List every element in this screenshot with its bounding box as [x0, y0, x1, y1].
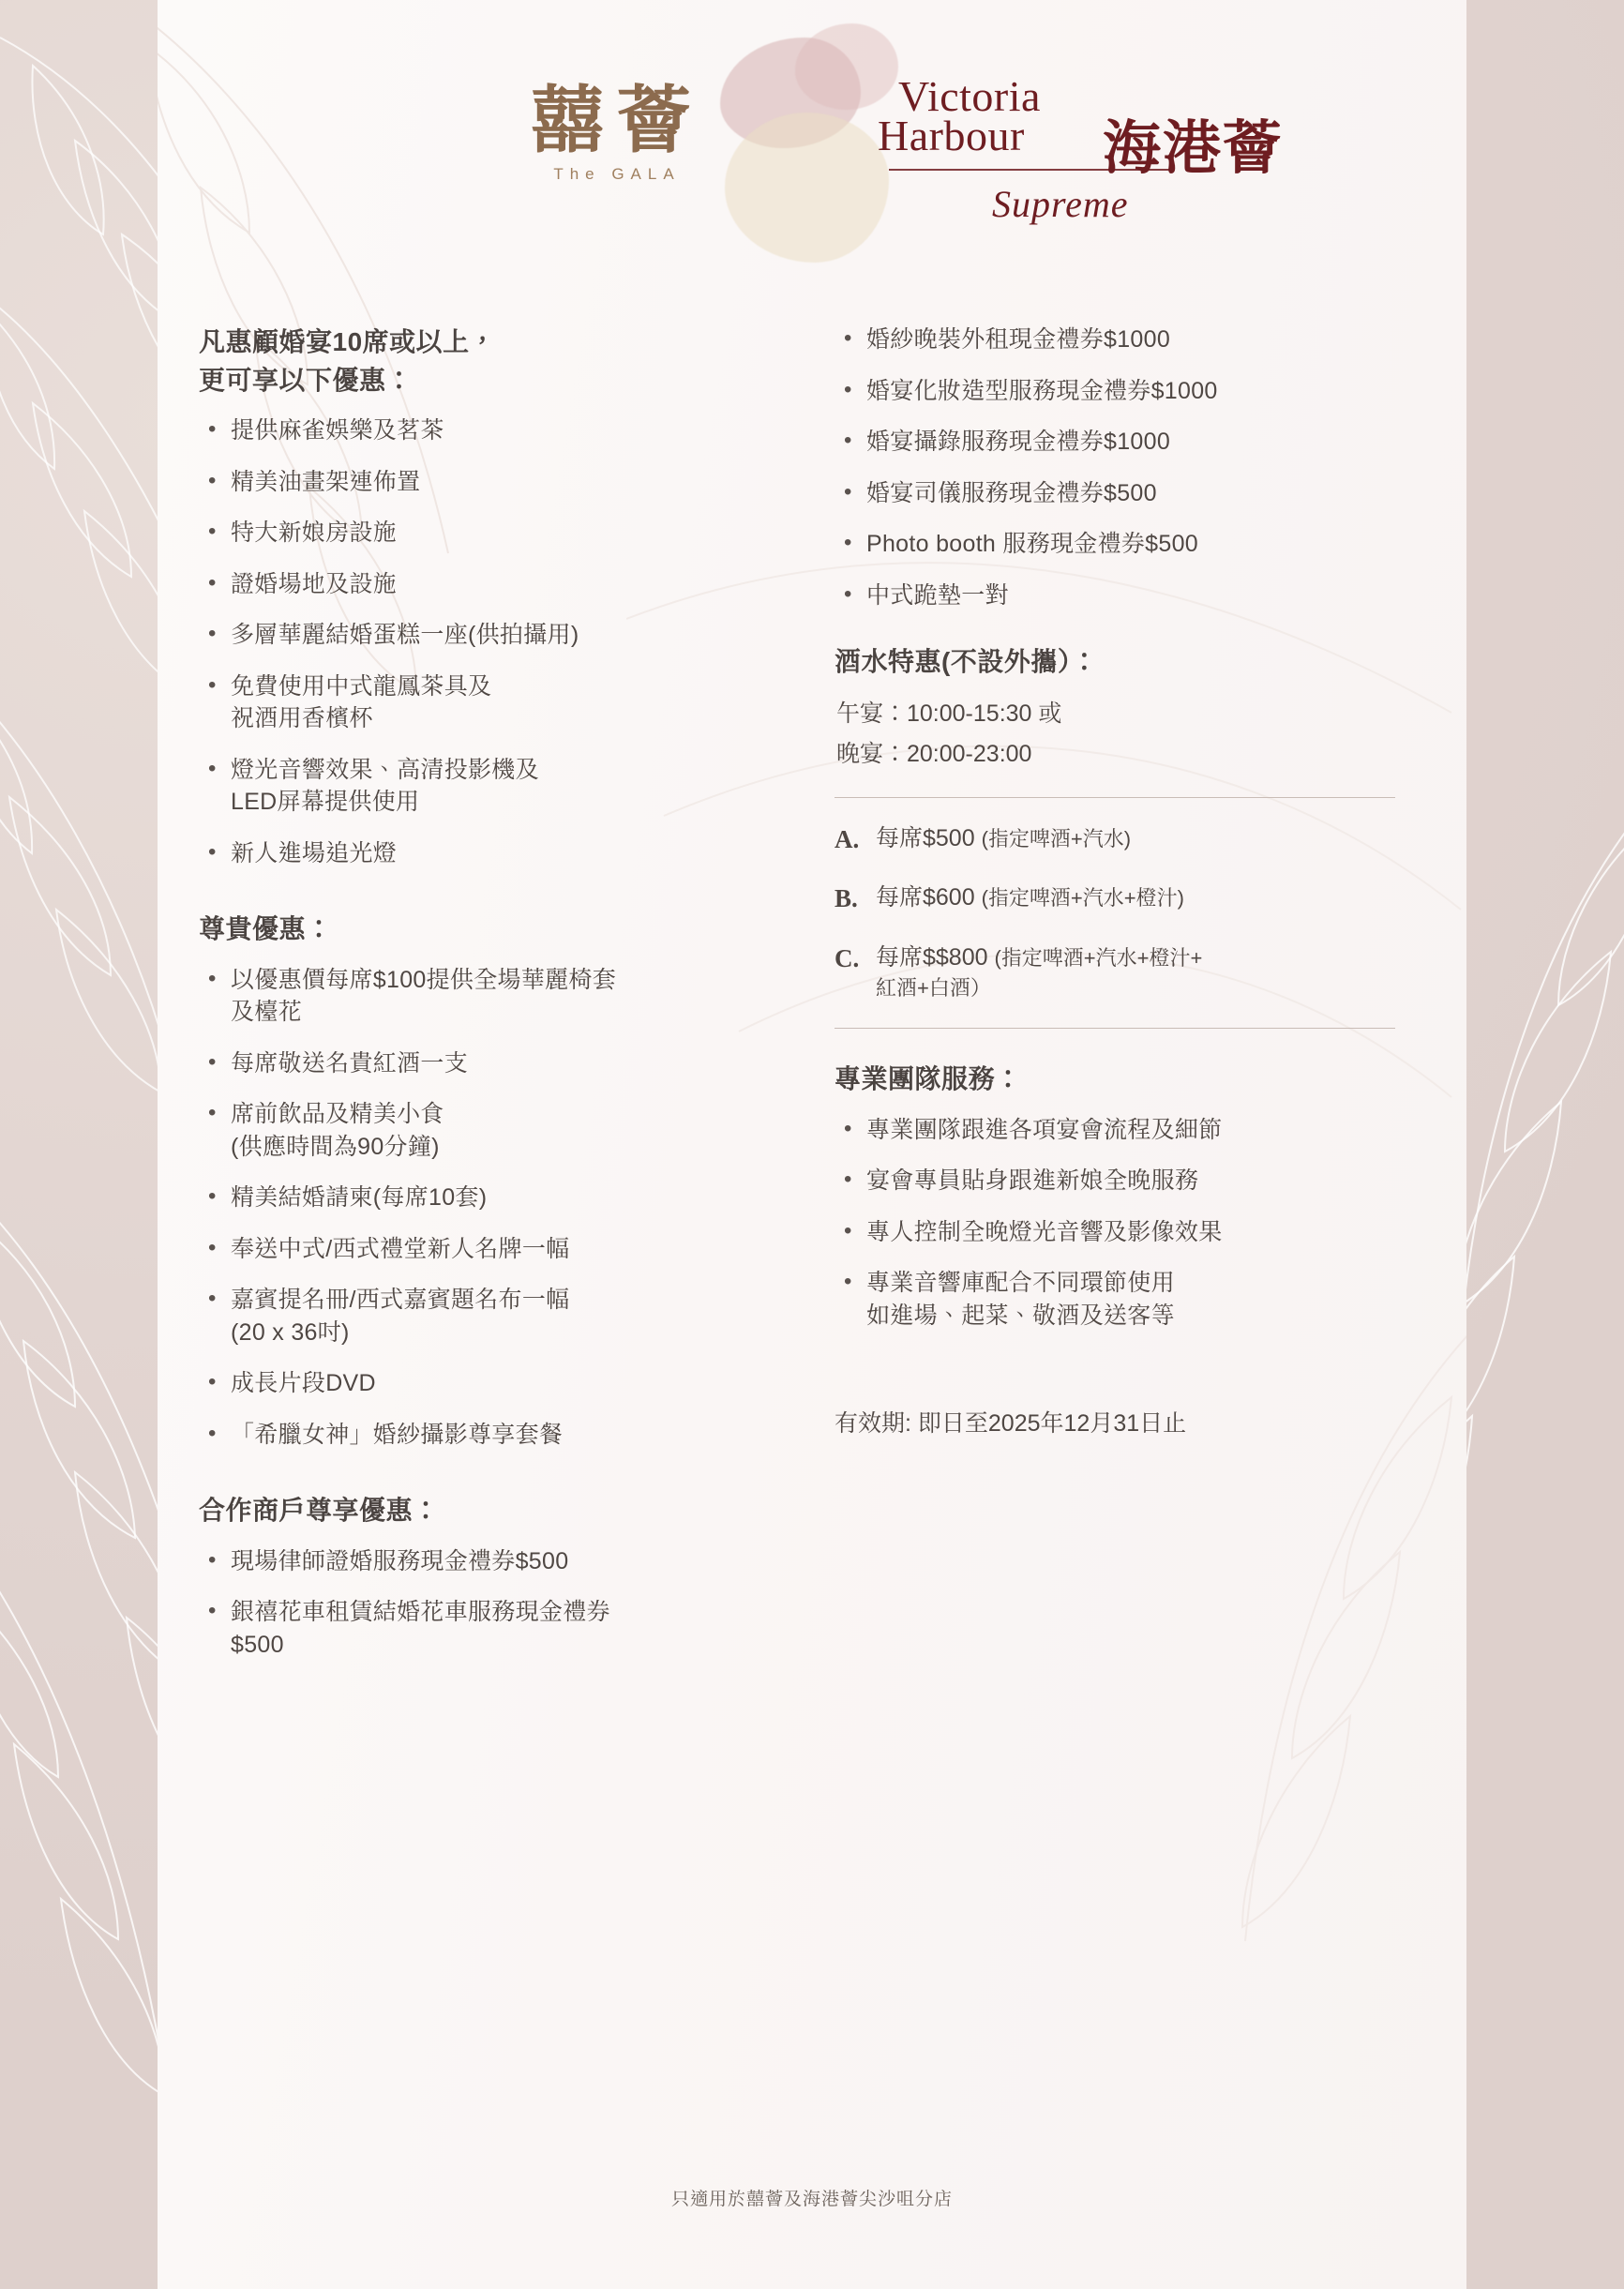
offer-main-item-line: 精美油畫架連佈置 [231, 468, 421, 495]
voucher-item-line: 婚宴攝錄服務現金禮券$1000 [866, 429, 1171, 455]
voucher-item-line: 中式跪墊一對 [866, 581, 1009, 609]
drinks-options [835, 822, 1397, 1003]
drink-option-price: 每席$600 [876, 884, 982, 911]
offer-premium-item-line: (20 x 36吋) [231, 1318, 350, 1346]
offer-main-item-line: 特大新娘房設施 [231, 520, 398, 547]
vh-logo-supreme: Supreme [992, 183, 1129, 225]
team-service-item [838, 1267, 1397, 1332]
offer-premium-item [203, 1367, 780, 1400]
offer-main-item [203, 754, 780, 819]
offer-premium-item [203, 1284, 780, 1348]
drink-option-label: A. [835, 824, 860, 853]
offer-main-item-line: 免費使用中式龍鳳茶具及 [231, 672, 492, 700]
offer-premium-item-line: 及檯花 [231, 999, 302, 1026]
team-service-item-line: 宴會專員貼身跟進新娘全晚服務 [866, 1167, 1199, 1195]
section-title-line-0: 凡惠顧婚宴10席或以上， [199, 327, 497, 356]
victoria-harbour-logo [851, 72, 1339, 225]
validity-text: 有效期: 即日至2025年12月31日止 [835, 1410, 1187, 1438]
drink-option-label: C. [835, 944, 860, 973]
team-service-item [838, 1114, 1397, 1147]
offer-premium-item-line: 成長片段DVD [231, 1370, 376, 1397]
voucher-item-line: 婚紗晚裝外租現金禮券$1000 [866, 326, 1171, 353]
drinks-time-dinner: 晚宴：20:00-23:00 [836, 741, 1032, 768]
offer-premium-item-line: (供應時間為90分鐘) [231, 1133, 440, 1160]
section-title-line-1: 更可享以下優惠： [199, 365, 414, 395]
offer-main-item-line: LED屏幕提供使用 [231, 789, 420, 816]
drink-option-price: 每席$$800 [876, 944, 995, 971]
header [158, 56, 1466, 281]
drinks-divider-bottom [835, 1028, 1395, 1029]
offer-premium-item-line: 席前飲品及精美小食 [231, 1101, 444, 1128]
team-service-item [838, 1165, 1397, 1197]
offer-main-item-line: 多層華麗結婚蛋糕一座(供拍攝用) [231, 622, 579, 649]
voucher-item [838, 426, 1397, 459]
drink-option-row [835, 941, 1397, 1003]
voucher-item [838, 477, 1397, 510]
offer-main-item [203, 414, 780, 447]
offer-main-item-line: 祝酒用香檳杯 [231, 705, 373, 732]
offer-main-item [203, 568, 780, 601]
gala-logo-en: The GALA [553, 164, 681, 183]
drinks-divider-top [835, 797, 1395, 798]
offer-main-item [203, 466, 780, 499]
offer-premium-item [203, 1182, 780, 1214]
offer-premium-item [203, 964, 780, 1029]
offer-main-item [203, 670, 780, 735]
team-service-item-line: 專業音響庫配合不同環節使用 [866, 1270, 1175, 1297]
offer-partner-item-line: $500 [231, 1631, 284, 1658]
drink-option-note-cont: 紅酒+白酒） [876, 976, 991, 1001]
team-service-item-line: 專業團隊跟進各項宴會流程及細節 [866, 1116, 1223, 1143]
offer-partner-item [203, 1545, 780, 1578]
offer-main-item [203, 837, 780, 870]
footer-note: 只適用於囍薈及海港薈尖沙咀分店 [670, 2190, 953, 2209]
drink-option-text [876, 941, 1397, 1003]
offer-list-vouchers [838, 324, 1397, 611]
drink-option-note: (指定啤酒+汽水+橙汁+ [994, 946, 1203, 971]
offer-premium-item-line: 精美結婚請柬(每席10套) [231, 1184, 488, 1212]
section-title-offers [199, 324, 780, 399]
section-title-drinks: 酒水特惠(不設外攜）： [835, 647, 1098, 676]
right-column [835, 324, 1397, 1462]
offer-premium-item-line: 「希臘女神」婚紗攝影尊享套餐 [231, 1421, 564, 1448]
offer-main-item-line: 新人進場追光燈 [231, 839, 398, 866]
drink-option-price: 每席$500 [876, 824, 982, 851]
vh-logo-harbour: Harbour [878, 112, 1025, 160]
offer-partner-item-line: 現場律師證婚服務現金禮券$500 [231, 1547, 569, 1574]
offer-main-item-line: 證婚場地及設施 [231, 570, 398, 597]
offer-partner-item-line: 銀禧花車租賃結婚花車服務現金禮券 [231, 1599, 610, 1626]
voucher-item-line: Photo booth 服務現金禮券$500 [866, 531, 1199, 557]
team-service-item-line: 專人控制全晚燈光音響及影像效果 [866, 1218, 1223, 1245]
drinks-time-lunch: 午宴：10:00-15:30 或 [836, 700, 1062, 727]
offer-list-premium [203, 964, 780, 1452]
voucher-item [838, 580, 1397, 612]
drink-option-text [876, 881, 1397, 917]
voucher-item [838, 528, 1397, 561]
offer-list-partners [203, 1545, 780, 1662]
drink-option-label: B. [835, 884, 858, 913]
offer-premium-item [203, 1047, 780, 1080]
drink-option-note: (指定啤酒+汽水+橙汁) [981, 886, 1184, 911]
gala-logo [467, 80, 767, 184]
offer-main-item-line: 提供麻雀娛樂及茗茶 [231, 417, 444, 444]
team-service-item [838, 1216, 1397, 1249]
vh-logo-cn: 海港薈 [1103, 117, 1284, 181]
offer-premium-item [203, 1233, 780, 1266]
offer-premium-item-line: 每席敬送名貴紅酒一支 [231, 1049, 469, 1077]
section-title-partners: 合作商戶尊享優惠： [199, 1496, 440, 1526]
left-column [199, 324, 780, 1679]
offer-main-item [203, 517, 780, 550]
voucher-item-line: 婚宴司儀服務現金禮券$500 [866, 479, 1157, 506]
offer-premium-item-line: 以優惠價每席$100提供全場華麗椅套 [231, 966, 617, 993]
team-service-list [838, 1114, 1397, 1333]
drink-option-row [835, 822, 1397, 858]
drink-option-note: (指定啤酒+汽水) [981, 826, 1132, 851]
offer-main-item-line: 燈光音響效果、高清投影機及 [231, 756, 539, 783]
section-title-team: 專業團隊服務： [835, 1063, 1022, 1093]
offer-partner-item [203, 1596, 780, 1661]
drink-option-row [835, 881, 1397, 917]
offer-list-main [203, 414, 780, 869]
vh-logo-victoria: Victoria [898, 72, 1041, 120]
voucher-item [838, 324, 1397, 356]
offer-premium-item-line: 嘉賓提名冊/西式嘉賓題名布一幅 [231, 1287, 570, 1314]
drink-option-text [876, 822, 1397, 858]
offer-premium-item [203, 1419, 780, 1452]
voucher-item-line: 婚宴化妝造型服務現金禮券$1000 [866, 377, 1218, 404]
voucher-item [838, 375, 1397, 408]
offer-main-item [203, 619, 780, 652]
offer-premium-item-line: 奉送中式/西式禮堂新人名牌一幅 [231, 1235, 570, 1262]
offer-premium-item [203, 1098, 780, 1163]
gala-logo-cn: 囍薈 [530, 80, 703, 161]
team-service-item-line: 如進場、起菜、敬酒及送客等 [866, 1302, 1175, 1329]
section-title-premium: 尊貴優惠： [199, 914, 333, 944]
